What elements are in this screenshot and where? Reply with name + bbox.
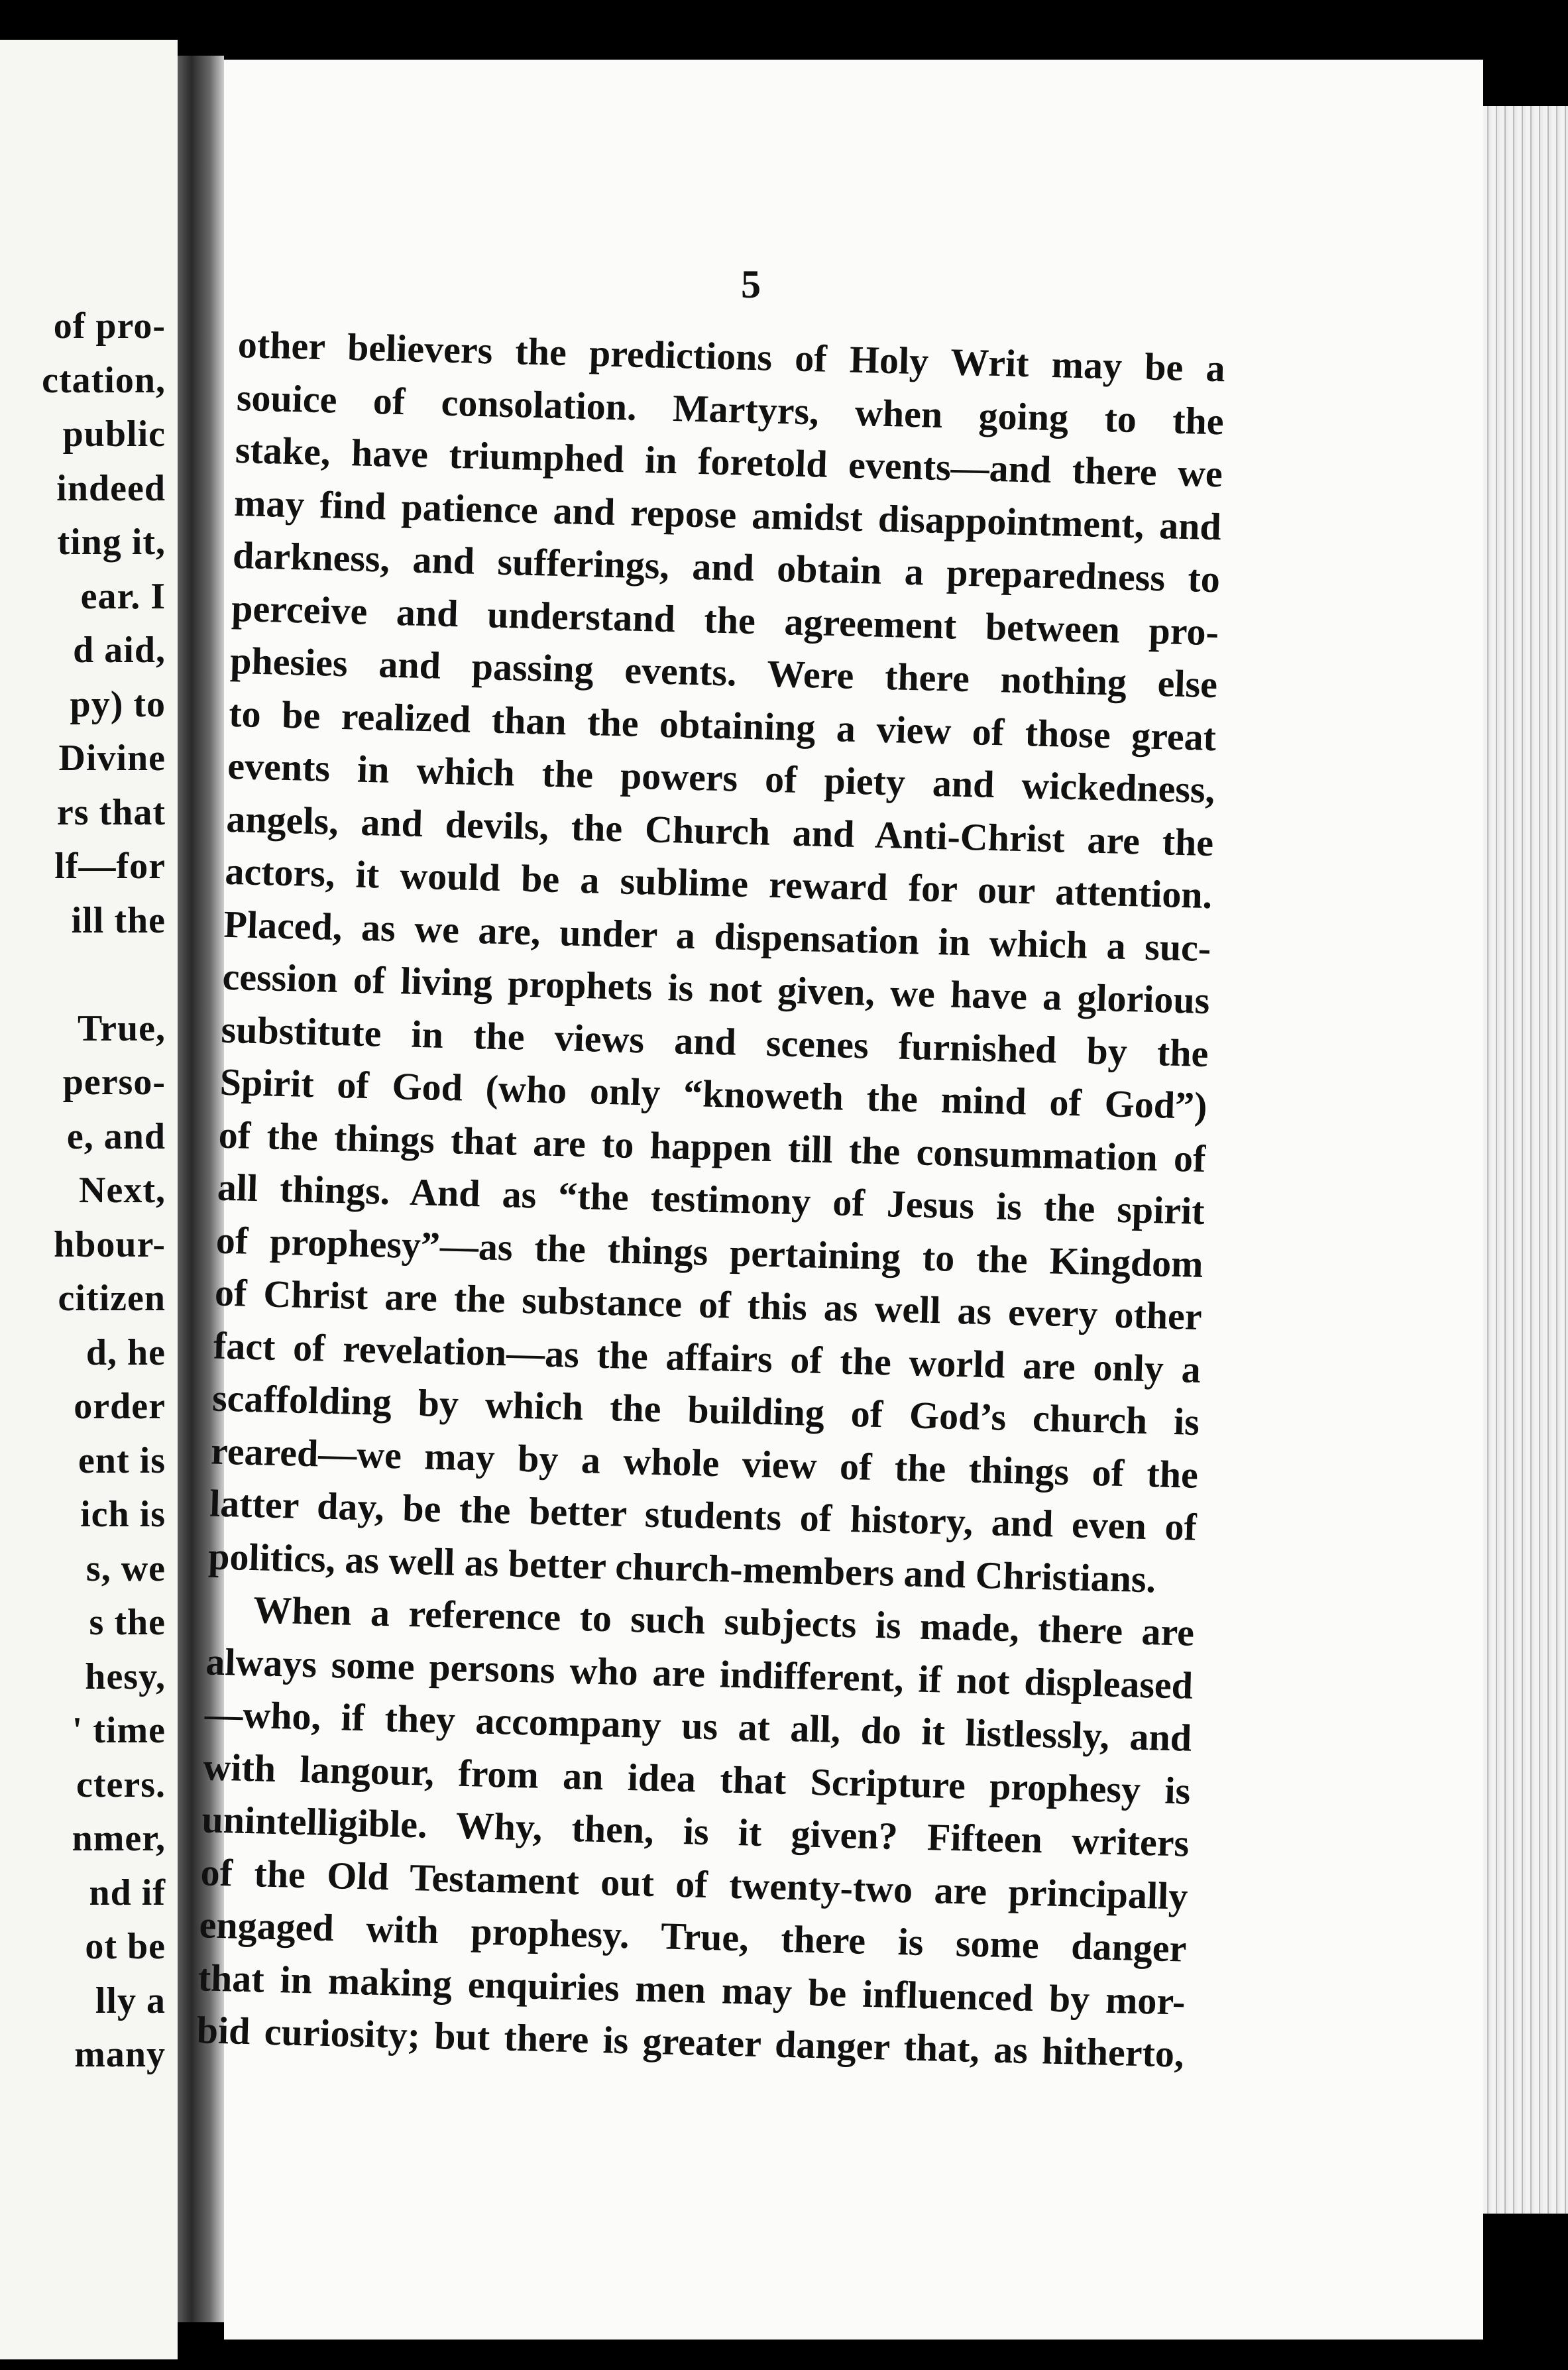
text-line: angels, and devils, the Church and Anti-Christ are the: [225, 797, 1214, 864]
left-page-line: nd if: [89, 1872, 166, 1913]
text-line: to be realized than the obtaining a view of those great: [228, 691, 1217, 759]
left-page-line: ich is: [80, 1494, 166, 1535]
left-page-line: ear. I: [80, 575, 166, 617]
text-line: perceive and understand the agreement between pro-: [231, 586, 1219, 653]
text-line: always some persons who are indifferent, if not displeased: [205, 1639, 1194, 1707]
left-page-line: hesy,: [85, 1656, 166, 1697]
left-page-line: e, and: [66, 1115, 166, 1157]
text-line: politics, as well as better church-members and Christians.: [207, 1534, 1156, 1601]
left-page-line: s the: [89, 1602, 166, 1643]
text-line: scaffolding by which the building of God’s church is: [211, 1376, 1200, 1443]
text-line: with langour, from an idea that Scripture prophesy is: [202, 1744, 1191, 1813]
left-page-line: rs that: [56, 791, 166, 833]
text-line: of the Old Testament out of twenty-two are principally: [199, 1850, 1189, 1918]
text-line: reared—we may by a whole view of the things of the: [210, 1428, 1199, 1496]
text-line: darkness, and sufferings, and obtain a preparedness to: [232, 533, 1221, 601]
text-line: substitute in the views and scenes furnished by the: [220, 1007, 1209, 1075]
left-page-line: d aid,: [73, 630, 166, 671]
text-line: that in making enquiries men may be influenced by mor-: [197, 1955, 1186, 2023]
text-line: —who, if they accompany us at all, do it listlessly, and: [203, 1692, 1192, 1760]
text-line: phesies and passing events. Were there nothing else: [229, 638, 1218, 706]
text-line: Placed, as we are, under a dispensation in which a suc-: [223, 902, 1212, 970]
text-line: cession of living prophets is not given, we have a glorious: [221, 954, 1211, 1023]
left-page-line: s, we: [85, 1548, 166, 1589]
text-line: other believers the predictions of Holy Writ may be a: [237, 322, 1226, 390]
text-line: of the things that are to happen till the consummation of: [218, 1113, 1207, 1180]
text-line: engaged with prophesy. True, there is some danger: [198, 1903, 1188, 1970]
left-page-line: ting it,: [57, 522, 166, 563]
left-page-line: Next,: [79, 1170, 166, 1211]
text-line: events in which the powers of piety and wickedness,: [227, 744, 1215, 812]
left-page-line: ' time: [72, 1710, 166, 1751]
left-page-line: d, he: [85, 1331, 166, 1373]
text-line: may find patience and repose amidst disappointment, and: [233, 480, 1222, 548]
text-line: all things. And as “the testimony of Jesus is the spirit: [217, 1165, 1205, 1233]
text-line: bid curiosity; but there is greater danger that, as hitherto,: [196, 2008, 1185, 2076]
left-page-line: lf—for: [54, 846, 166, 887]
text-line: unintelligible. Why, then, is it given? Fifteen writers: [201, 1797, 1190, 1865]
text-line: of prophesy”—as the things pertaining to the Kingdom: [215, 1218, 1204, 1286]
left-page-line: nmer,: [72, 1818, 166, 1859]
left-page-line: True,: [77, 1007, 166, 1049]
left-page-line: citizen: [58, 1278, 166, 1319]
left-page-line: lly a: [95, 1980, 166, 2021]
left-page-line: of pro-: [53, 306, 166, 347]
left-page-line: hbour-: [54, 1223, 166, 1265]
text-line: of Christ are the substance of this as well as every other: [214, 1270, 1203, 1338]
text-line: actors, it would be a sublime reward for our attention.: [224, 849, 1213, 917]
left-page-line: public: [62, 414, 166, 455]
text-line: Spirit of God (who only “knoweth the mind of God”): [219, 1060, 1208, 1128]
left-page-line: many: [74, 2034, 166, 2075]
left-page-line: [0, 948, 166, 1002]
left-page-line: perso-: [62, 1062, 166, 1103]
left-page-line: ot be: [85, 1926, 166, 1967]
left-page-line: ill the: [71, 899, 166, 941]
page-number: 5: [741, 262, 761, 306]
left-page-line: indeed: [56, 467, 166, 509]
left-page-line: py) to: [70, 683, 166, 725]
left-page-line: cters.: [76, 1764, 166, 1805]
text-line: When a reference to such subjects is made, there are: [252, 1588, 1195, 1654]
left-page-line: ent is: [78, 1439, 166, 1481]
text-line: souice of consolation. Martyrs, when going to the: [236, 375, 1225, 443]
text-line: latter day, be the better students of history, and even of: [209, 1481, 1198, 1549]
body-text: [196, 318, 1226, 2080]
left-page-text: [0, 300, 166, 2082]
left-page-line: ctation,: [42, 359, 166, 401]
text-line: stake, have triumphed in foretold events—and there we: [235, 427, 1223, 496]
page-edges: [1483, 106, 1568, 2214]
left-page-line: Divine: [58, 738, 166, 779]
text-line: fact of revelation—as the affairs of the world are only a: [213, 1324, 1202, 1391]
left-page-line: order: [74, 1386, 166, 1427]
left-page-fragment: [0, 40, 178, 2359]
